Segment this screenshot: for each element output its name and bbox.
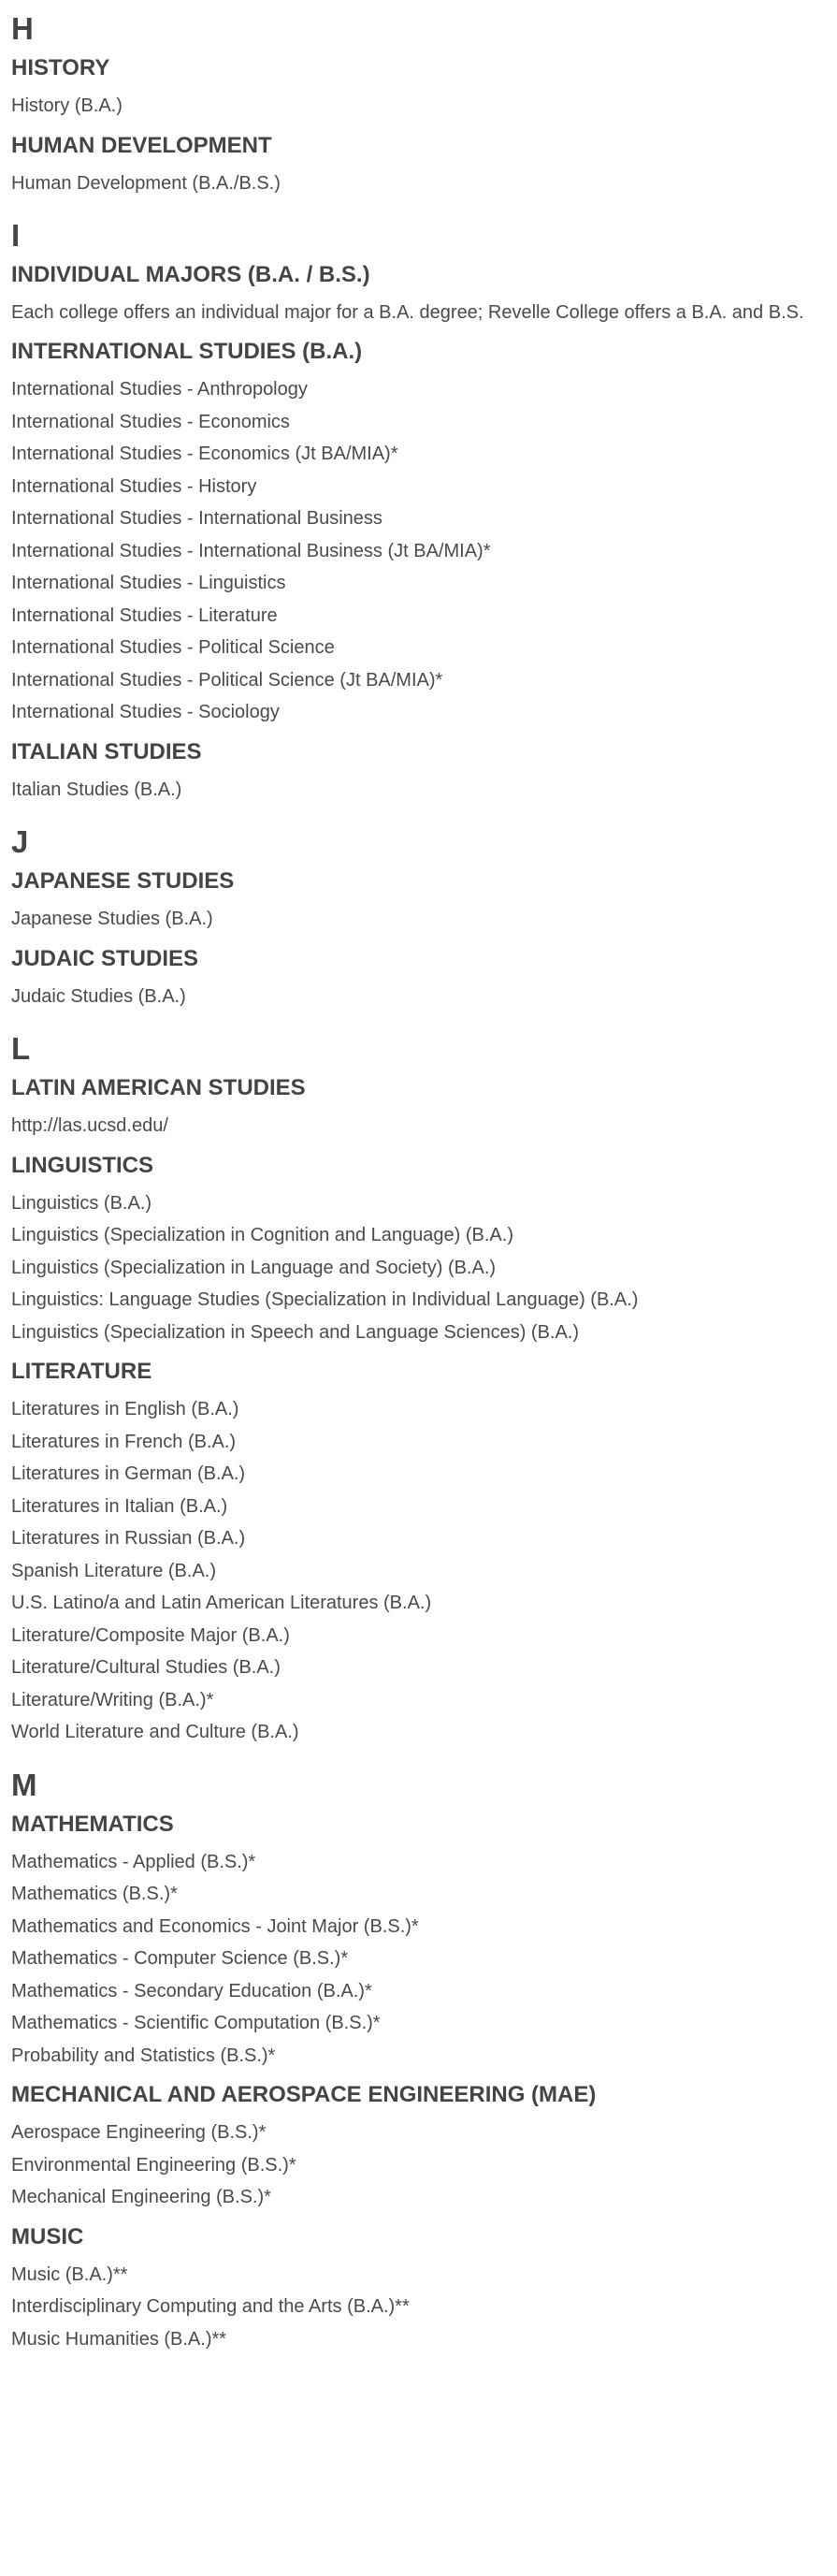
major-group: [11, 1150, 826, 1349]
major-heading: LITERATURE: [11, 1359, 152, 1384]
major-item: Linguistics (Specialization in Speech and Language Sciences) (B.A.): [11, 1321, 580, 1343]
major-heading: LATIN AMERICAN STUDIES: [11, 1075, 306, 1100]
major-item: Linguistics (Specialization in Cognition and Language) (B.A.): [11, 1225, 513, 1245]
major-item: Mechanical Engineering (B.S.)*: [11, 2187, 271, 2207]
major-item: U.S. Latino/a and Latin American Literatures (B.A.): [11, 1593, 432, 1613]
major-heading: INTERNATIONAL STUDIES (B.A.): [11, 339, 363, 364]
major-item: Linguistics (B.A.): [11, 1192, 152, 1214]
major-item: Interdisciplinary Computing and the Arts (B.A.)**: [11, 2296, 410, 2317]
major-list: [11, 774, 826, 807]
major-item: International Studies - Economics (Jt BA/MIA)*: [11, 444, 398, 464]
major-item: International Studies - Economics: [11, 411, 290, 432]
major-item: International Studies - International Business (Jt BA/MIA)*: [11, 540, 491, 561]
major-item: http://las.ucsd.edu/: [11, 1115, 168, 1136]
major-list: [11, 2117, 826, 2214]
major-group: [11, 336, 826, 729]
major-heading: JAPANESE STUDIES: [11, 868, 235, 894]
major-list: [11, 90, 826, 123]
major-list: [11, 2259, 826, 2356]
major-list: [11, 1110, 826, 1142]
major-item: International Studies - Political Science (Jt BA/MIA)*: [11, 669, 443, 691]
major-item: Spanish Literature (B.A.): [11, 1560, 216, 1581]
major-item: International Studies - Linguistics: [11, 573, 286, 593]
major-item: Mathematics - Applied (B.S.)*: [11, 1851, 256, 1872]
major-item: Literatures in German (B.A.): [11, 1463, 246, 1484]
major-item: Music Humanities (B.A.)**: [11, 2328, 227, 2350]
major-item: World Literature and Culture (B.A.): [11, 1722, 299, 1742]
major-item: Judaic Studies (B.A.): [11, 985, 186, 1007]
major-item: Italian Studies (B.A.): [11, 779, 182, 800]
major-group: [11, 943, 826, 1013]
major-item: Probability and Statistics (B.S.)*: [11, 2045, 276, 2066]
letter-section: [11, 822, 826, 1012]
major-list: [11, 1846, 826, 2073]
major-heading: MUSIC: [11, 2223, 84, 2249]
major-group: [11, 52, 826, 123]
section-letter: M: [11, 1767, 37, 1802]
section-letter: I: [11, 218, 21, 253]
major-heading: JUDAIC STUDIES: [11, 945, 199, 971]
major-list: [11, 1187, 826, 1349]
major-list: [11, 373, 826, 729]
major-description: Each college offers an individual major for a B.A. degree; Revelle College offers a B.A. and B.S.: [11, 302, 804, 323]
major-item: Mathematics - Scientific Computation (B.S.)*: [11, 2013, 381, 2033]
major-item: International Studies - Literature: [11, 604, 278, 626]
major-item: Mathematics (B.S.)*: [11, 1884, 178, 1904]
major-list: [11, 981, 826, 1013]
section-letter: L: [11, 1031, 31, 1066]
major-item: Mathematics and Economics - Joint Major (B.S.)*: [11, 1915, 419, 1937]
major-item: Linguistics (Specialization in Language and Society) (B.A.): [11, 1257, 497, 1278]
major-item: International Studies - Sociology: [11, 702, 280, 722]
major-item: Music (B.A.)**: [11, 2263, 128, 2285]
major-heading: HUMAN DEVELOPMENT: [11, 132, 272, 158]
major-item: History (B.A.): [11, 95, 123, 116]
major-item: Literature/Composite Major (B.A.): [11, 1624, 290, 1646]
major-item: Linguistics: Language Studies (Specialization in Individual Language) (B.A.): [11, 1289, 639, 1310]
major-item: Literature/Cultural Studies (B.A.): [11, 1657, 281, 1678]
major-item: Mathematics - Computer Science (B.S.)*: [11, 1948, 349, 1969]
major-heading: LINGUISTICS: [11, 1152, 154, 1178]
major-group: [11, 1072, 826, 1142]
major-item: Aerospace Engineering (B.S.)*: [11, 2122, 267, 2143]
letter-section: [11, 9, 826, 199]
major-heading: INDIVIDUAL MAJORS (B.A. / B.S.): [11, 262, 370, 287]
major-heading: MATHEMATICS: [11, 1811, 174, 1837]
major-list: [11, 903, 826, 936]
major-item: Mathematics - Secondary Education (B.A.)*: [11, 1980, 372, 2001]
major-group: [11, 866, 826, 936]
major-item: Environmental Engineering (B.S.)*: [11, 2154, 296, 2176]
section-letter: H: [11, 11, 34, 46]
major-item: Literatures in Russian (B.A.): [11, 1528, 246, 1549]
major-item: Human Development (B.A./B.S.): [11, 172, 281, 194]
major-group: [11, 130, 826, 200]
letter-section: [11, 1029, 826, 1749]
major-item: Literature/Writing (B.A.)*: [11, 1689, 214, 1710]
major-group: [11, 1809, 826, 2073]
letter-section: [11, 1766, 826, 2356]
major-item: International Studies - International Business: [11, 508, 382, 529]
major-heading: MECHANICAL AND AEROSPACE ENGINEERING (MAE): [11, 2082, 597, 2107]
major-item: Literatures in English (B.A.): [11, 1399, 239, 1419]
major-group: [11, 2221, 826, 2356]
major-group: [11, 1356, 826, 1749]
major-item: Japanese Studies (B.A.): [11, 909, 213, 929]
major-item: Literatures in Italian (B.A.): [11, 1495, 228, 1517]
major-item: Literatures in French (B.A.): [11, 1431, 237, 1452]
major-item: International Studies - History: [11, 475, 257, 497]
major-list: [11, 167, 826, 200]
major-group: [11, 259, 826, 328]
major-item: International Studies - Anthropology: [11, 379, 308, 400]
major-group: [11, 2079, 826, 2214]
section-letter: J: [11, 824, 29, 859]
major-heading: HISTORY: [11, 55, 110, 80]
major-heading: ITALIAN STUDIES: [11, 738, 202, 764]
major-item: International Studies - Political Science: [11, 637, 335, 658]
major-group: [11, 736, 826, 807]
letter-section: [11, 216, 826, 806]
major-list: [11, 1393, 826, 1749]
